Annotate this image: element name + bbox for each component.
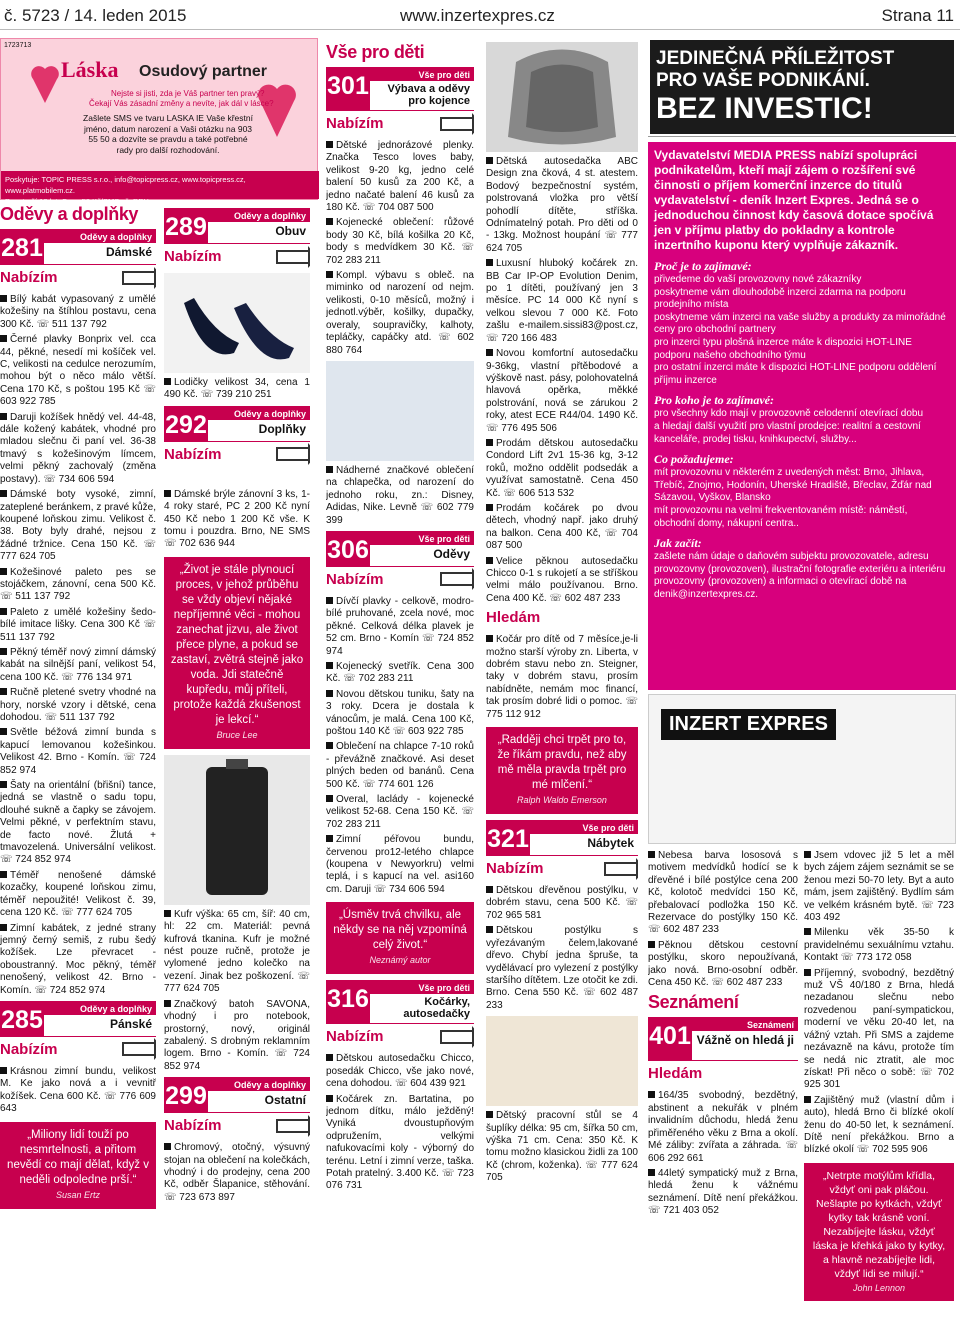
quote-text: „Úsměv trvá chvilku, ale někdy se na něj vzpomíná celý život.“ [333,909,467,952]
lower-left [648,850,798,1307]
classified-ad: Paleto z umělé kožešiny šedo-bílé imitace lišky. Cena 300 Kč ☏ 511 137 792 [0,606,156,643]
quote-author: Susan Ertz [55,1189,101,1200]
category-badge [164,208,310,244]
category-label: Oděvy a doplňky [208,1079,310,1091]
quote-author: Bruce Lee [216,729,258,740]
banner-line: JEDINEČNÁ PŘÍLEŽITOST [656,48,895,69]
category-number: 316 [326,982,370,1023]
quote-text: „Netrpte motýlům křídla, vždyť oni pak pláčou. Nešlapte po kytkách, vždyť kytky tak krásně voní. Nezabíjejte lásku, vždyť láska je křehká jako ty kytky, a hlavně nezabíjejte lidi, vždyť lidi se milují.“ [812,1169,946,1280]
quote-box [804,1163,954,1301]
arrow-icon [276,1119,310,1133]
category-number: 306 [326,533,370,566]
category-badge [0,229,156,265]
promo-body [648,142,956,690]
category-label: Vše pro děti [530,822,638,834]
classified-ad: Dětská autosedačka ABC Design zna čková, 4 st. atestem. Bodový bezpečnostní systém, polstrovaná vložka pro větší pohodlí dítěte, stříška. Odnímatelný potah. Pro děti od 0 - 13kg. Možnost houpání ☏ 777 624 705 [486,156,638,254]
classified-ad: 164/35 svobodný, bezdětný, abstinent a nekuřák v plném invalidním důchodu, hledá ženu přiměřeného věku z Brna a okolí. Mé záliby: zvířata a záhrada. ☏ 606 292 661 [648,1090,798,1164]
page-header [0,0,960,30]
banner-line: BEZ INVESTIC! [656,92,873,125]
classified-ad: Kočár pro dítě od 7 měsíce,je-li možno starší výroby zn. Liberta, v dobrém stavu nebo zn. Steigner, taky v dobrém stavu, prosím nabídněte, nemám moc financí, tak prosím dobré lidi o pomoc. ☏ 775 112 912 [486,634,638,720]
column-5 [648,38,956,1322]
love-ad [0,38,318,206]
classified-ad: Dámské boty vysoké, zimní, zateplené beránkem, z pravé kůže, koupené loňskou zimu. Velikost č. 38. Boty byly drahé, nejsou z žádné tržnice. Cena 150 Kč. ☏ 777 624 705 [0,489,156,563]
arrow-icon [440,117,474,131]
promo-item: mít provozovnu na velmi frekventovaném místě: náměstí, obchodní domy, nákupní centra.. [654,504,908,529]
offer-label: Nabízím [326,115,384,132]
quote-author: Neznámý autor [369,955,431,966]
classified-ad: Prodám kočárek po dvou dětech, vhodný např. jako druhý na balkon. Cena 400 Kč, ☏ 704 087 500 [486,502,638,552]
wanted-label: Hledám [648,1065,703,1083]
arrow-icon [122,271,156,285]
category-badge [164,1077,310,1113]
quote-author: Ralph Waldo Emerson [517,795,607,806]
category-number: 401 [648,1019,692,1060]
offer-heading [326,1028,474,1045]
offer-label: Nabízím [164,445,222,463]
offer-heading [326,115,474,132]
shoes-photo [164,273,310,373]
column-2 [164,204,310,1322]
quote-box [0,1122,156,1209]
classified-ad: Krásnou zimní bundu, velikost M. Ke jako nová a i vevnitř kožíšek. Cena 600 Kč. ☏ 776 609 643 [0,1065,156,1115]
offer-label: Nabízím [486,860,544,878]
arrow-icon [276,447,310,461]
classified-ad: Zimní péřovou bundu, červenou pro12-letého chlapce (koupena v Newyorkru) velmi teplá, i s kapucí na vel. asi160 cm. Daruji ☏ 734 606 594 [326,834,474,895]
offer-heading [0,1041,156,1058]
promo-heading: Jak začít: [654,536,702,551]
classified-ad: Černé plavky Bonprix vel. cca 44, pěkné, nesedí mi košíček vel. C, velikosti na cedulce nerozumím, mohou být o něco málo větší. Cena 170 Kč, s poštou 195 Kč ☏ 603 922 785 [0,334,156,408]
promo-item: pro všechny kdo mají v provozovně celodenní otevírací dobu [654,408,924,420]
arrow-icon [440,1030,474,1044]
category-badge [0,1001,156,1037]
subcategory-label: Nábytek [587,836,634,851]
classified-ad: Prodám dětskou autosedačku Condord Lift 2v1 15-36 kg, 3-12 roků, možno oddělit podsedák a využívat samostatně. Cena 450 Kč. ☏ 606 513 532 [486,437,638,499]
category-badge [486,820,638,856]
subcategory-label: Výbava a oděvy pro kojence [387,83,470,107]
promo-item: pro ostatní inzerci máte k dispozici HOT-LINE podporu oddělení příjmu inzerce [654,362,937,386]
offer-label: Nabízím [0,1040,58,1058]
classified-ad: Ručně pletené svetry vhodné na hory, norské vzory i dětské, cena dohodou. ☏ 511 137 792 [0,687,156,723]
offer-heading [164,248,310,265]
offer-label: Nabízím [326,570,384,588]
classified-ad: Dětskou postýlku s vyřezávaným čelem,lakované dřevo. Chybí jedna špruše, ta vydělávací pro vylezení z postýlky staršího dítětem. Lze otočit ke zdi. Brno. Cena 550 Kč. ☏ 602 487 233 [486,925,638,1011]
love-sms: Zašlete SMS ve tvaru LASKA IE Vaše křestní jméno, datum narození a Vaši otázku na 903 55 50 a dozvíte se pravdu a také potřebné rady pro další rozhodování. [83,113,253,155]
category-badge [164,406,310,442]
classified-ad: Bílý kabát vypasovaný z umělé kožešiny na štíhlou postavu, cena 300 Kč. ☏ 511 137 792 [0,294,156,330]
section-title: Oděvy a doplňky [0,204,139,224]
classified-ad: Overal, laclády - kojenecké velikost 52-68. Cena 150 Kč. ☏ 702 283 211 [326,794,474,830]
classified-ad: Nádherné značkové oblečení na chlapečka, od narození do jednoho roku, zn.: Disney, Adidas, Nike. Levně ☏ 602 779 399 [326,464,474,526]
love-provider-bar [1,171,319,206]
wanted-label: Hledám [486,609,541,627]
desk-photo [486,1016,638,1106]
classified-ad: Milenku věk 35-50 k pravidelnému sexuálnímu vztahu. Kontakt ☏ 773 172 058 [804,927,954,964]
category-number: 289 [164,210,208,243]
column-3 [326,42,474,1322]
classified-ad: Velice pěknou autosedačku Chicco 0-1 s rukojetí a se stříškou velmi málo používanou. Brno. Cena 400 Kč. ☏ 602 487 233 [486,555,638,604]
section-title: Seznámení [648,992,739,1013]
classified-ad: Novou dětskou tuniku, šaty na 3 roky. Dcera je dostala k vánocům, je malá. Cena 100 Kč, poštou 140 Kč ☏ 603 922 785 [326,688,474,737]
classified-ad: Dětské jednorázové plenky. Značka Tesco loves baby, velikost 9-20 kg, jedno celé balení 50 kusů za 200 Kč, a jedno načaté balení 46 kusů za 180 Kč. ☏ 704 087 500 [326,140,474,214]
classified-ad: Lodičky velikost 34, cena 1 490 Kč. ☏ 739 210 251 [164,377,310,401]
quote-text: „Radději chci trpět pro to, že říkám pravdu, než aby mě měla pravda trpět pro mé mlčení.“ [497,734,627,792]
promo-banner [648,38,956,136]
love-provider: Poskytuje: TOPIC PRESS s.r.o., info@topicpress.cz, www.topicpress.cz, www.platmobilem.cz. [5,175,246,195]
wanted-heading [648,1065,798,1082]
classified-ad: Dámské brýle zánovní 3 ks, 1-4 roky staré, PC 2 200 Kč nyní 450 Kč nebo 1 200 Kč vše. K tomu i pouzdra. Brno, NE SMS ☏ 702 636 944 [164,488,310,550]
love-line1: Nejste si jisti, zda je Váš partner ten pravý? [111,89,265,98]
inzert-expres-image [648,694,956,844]
classified-ad: Šaty na orientální (břišní) tance, jedná se vlastně o sadu topu, dlouhé sukně a čapky se závojem. Velmi pěkné, v perfektním stavu, de facto nové. Žlutá + tmavozelená. Universální velikost. ☏ 724 852 974 [0,780,156,866]
subcategory-label: Oděvy [433,546,470,561]
category-label: Vše pro děti [370,69,474,81]
offer-label: Nabízím [326,1028,384,1046]
offer-heading [486,860,638,877]
category-number: 292 [164,408,208,441]
classified-ad: Jsem vdovec již 5 let a měl bych zájem zájem seznámit se se ženou mezi 50-70 lety. Byt a auto mám, jsem zajištěný. Bydlím sám ve velkém krásném bytě. ☏ 723 403 492 [804,850,954,924]
offer-label: Nabízím [164,248,222,265]
category-label: Seznámení [692,1019,798,1031]
website-url[interactable]: www.inzertexpres.cz [400,6,555,25]
love-title: Láska [61,57,119,82]
promo-list [654,274,950,387]
arrow-icon [604,862,638,876]
subcategory-label: Ostatní [264,1093,306,1108]
subcategory-label: Kočárky, autosedačky [403,996,470,1021]
suitcase-photo [164,755,310,905]
promo-item: pro inzerci typu plošná inzerce máte k dispozici HOT-LINE podporu našeho obchodního týmu [654,336,912,361]
classified-ad: Chromový, otočný, výsuvný stojan na oblečení na kolečkách, vhodný i do prodejny, cena 200 Kč, odběr Šlapanice, stěhování. ☏ 723 673 897 [164,1142,310,1203]
category-badge [326,67,474,111]
classified-ad: Dívčí plavky - celkově, modro-bílé pruhované, zcela nové, moc pěkné. Celková délka plavek je 52 cm. Brno - Komín ☏ 724 852 974 [326,595,474,657]
category-number: 281 [0,231,44,264]
baby-clothes-photo [326,361,474,461]
arrow-icon [440,572,474,586]
promo-item: poskytneme vám dlouhodobě inzerci zdarma na podporu prodejního místa [654,286,906,311]
love-subtitle: Osudový partner [139,63,268,80]
promo-item: mít provozovnu v některém z uvedených měst: Brno, Jihlava, Třebíč, Znojmo, Hodonín, Uherské Hradiště, Břeclav, Žďár nad Sázavou, Vyškov, Blansko [654,467,932,504]
subcategory-label: Vážně on hledá ji [696,1033,794,1048]
offer-heading [326,571,474,588]
classified-ad: Nebesa barva lososová s motivem medvídků hodící se k dřevěné i bílé postýlce cena 200 Kč, kolotoč medvídci 150 Kč, přebalovací podložka 150 Kč. Rezervace do postýlky 150 Kč. ☏ 602 487 233 [648,850,798,936]
section-title: Vše pro děti [326,42,425,62]
column-4 [486,38,638,1322]
inzert-expres-logo: INZERT EXPRES [661,709,836,740]
quote-text: „Život je stále plynoucí proces, v jehož průběhu se vždy objeví nějaké nepříjemné věci - mohou zanechat jizvu, ale život přece plyne, a pokud se zastaví, zvětrá stejně jako voda. Jdi statečně kupředu, můj příteli, protože každá zkušenost je lekcí.“ [170,563,304,726]
wanted-heading [486,609,638,626]
classified-ad: Značkový batoh SAVONA, vhodný i pro notebook, prostorný, nový, originál zabalený. S drobným reklamním logem. Brno - Komín. ☏ 724 852 974 [164,998,310,1072]
love-ad-id: 1723713 [4,42,32,49]
classified-ad: Oblečení na chlapce 7-10 roků - převážně značkové. Asi deset plných beden od banánů. Cena 500 Kč. ☏ 774 601 126 [326,741,474,790]
classified-ad: Světle béžová zimní bunda s kapucí lemovanou kožešinkou. Velikost 42. Brno - Komín. ☏ 724 852 974 [0,727,156,776]
category-label: Vše pro děti [370,982,474,994]
column-1 [0,204,156,1322]
category-label: Oděvy a doplňky [44,1003,156,1015]
classified-ad: Pěkný téměř nový zimní dámský kabát na silnější paní, velikost 54, cena 100 Kč. ☏ 776 134 971 [0,646,156,683]
subcategory-label: Doplňky [258,421,306,436]
category-number: 299 [164,1079,208,1112]
heart-icon [31,53,59,108]
subcategory-label: Pánské [109,1016,152,1031]
subcategory-label: Dámské [105,245,152,259]
classified-ad: Dětskou autosedačku Chicco, posedák Chicco, vše jako nové, cena dohodou. ☏ 604 439 921 [326,1053,474,1090]
category-label: Oděvy a doplňky [44,231,156,243]
classified-ad: Kožešinové paleto pes se stojáčkem, zánovní, cena 500 Kč. ☏ 511 137 792 [0,566,156,603]
quote-text: „Miliony lidí touží po nesmrtelnosti, a přitom nevědí co mají dělat, když v neděli odpoledne prší.“ [7,1128,149,1186]
promo-list [654,467,950,530]
page-number: Strana 11 [881,6,954,25]
issue-number: č. 5723 / 14. leden 2015 [4,6,187,25]
promo-intro: Vydavatelství MEDIA PRESS nabízí spolupráci podnikatelům, kteří mají zájem o rozšíření své činnosti o příjem komerční inzerce do titulů vydavatelství - deník Inzert Expres. Jedná se o jednoduchou činnost kdy časová dotace spočívá jen v příjmu platby do pokladny a kontrole inzertního kuponu který vyplňuje zákazník. [654,148,934,252]
promo-item: přivedeme do vaší provozovny nové zákazníky [654,274,862,285]
offer-label: Nabízím [0,269,58,286]
category-number: 301 [326,69,370,110]
offer-label: Nabízím [164,1117,222,1135]
arrow-icon [276,250,310,264]
classified-ad: Kočárek zn. Bartatina, po jednom dítku, málo ježděný! Vyniká dvoustupňovým odpružením, velkými nafukovacími koly - výborný do terénu. Letní i zimní verze, taška. Potah pratelný. 3.400 Kč. ☏ 723 076 731 [326,1093,474,1192]
promo-item: poskytneme vám inzerci na vaše služby a produkty za mimořádné ceny pro obchodní partnery [654,311,946,336]
category-badge [326,531,474,567]
classified-ad: Příjemný, svobodný, bezdětný muž VŠ 40/180 z Brna, hledá nezadanou slečnu nebo rozvedenou paní-sympatickou, moderní ve věku 20-40 let, na vážný vztah. Při SMS a zajdeme nezávazně na kávu, protože tím se nedá nic ztratit, ale moc získat! Při něco o sobě: ☏ 702 925 301 [804,967,954,1091]
category-number: 321 [486,822,530,855]
subcategory-label: Obuv [275,224,306,238]
spacer [164,471,310,485]
quote-author: John Lennon [852,1282,906,1293]
classified-ad: Pěknou dětskou cestovní postýlku, skoro nepoužívaná, jako nová. Brno-osobní odběr. Cena 450 Kč. ☏ 602 487 233 [648,939,798,989]
arrow-icon [122,1042,156,1056]
classified-ad: Novou komfortní autosedačku 9-36kg, vlastní přtěbodové a výškově nast. pásy, polohovatelná hlavová opěrka, měkké polstrování, nová se zárukou 2 roky, atest ECE R44/04. 1490 Kč. ☏ 776 495 506 [486,348,638,434]
quote-box [486,727,638,814]
offer-heading [164,1117,310,1134]
classified-ad: 44letý sympatický muž z Brna, hledá ženu k vážnému seznámení. Dítě není překážkou. ☏ 721 403 052 [648,1167,798,1217]
category-badge [648,1017,798,1061]
love-age: Pro starší 18 let. Cena 50 Kč/SMS vč. DPH. [5,197,151,206]
classified-ad: Luxusní hluboký kočárek zn. BB Car IP-OP Evolution Denim, po 1 dítěti, používaný jen 3 měsíce. PC 14 000 Kč nyní s velkou slevou 7 000 Kč. Foto zašlu e-mailem.sissi83@post.cz, ☏ 720 166 483 [486,258,638,344]
classified-ad: Daruji kožíšek hnědý vel. 44-48, dále kožený kabátek, vhodné pro mladou slečnu či paní vel. 36-38 tmavý s kožešinovým límcem, velmi pěkný zachovalý (změna postavy). ☏ 734 606 594 [0,411,156,485]
car-seat-photo [486,42,638,152]
classified-ad: Kojenecké oblečení: růžové body 30 Kč, bílá košilka 20 Kč, body s medvídkem 30 Kč. ☏ 702 283 211 [326,217,474,266]
quote-box [326,902,474,974]
classified-ad: Kojenecký svetřík. Cena 300 Kč. ☏ 702 283 211 [326,660,474,685]
category-number: 285 [0,1003,44,1036]
promo-heading: Proč je to zajímavé: [654,259,752,273]
love-line2: Čekají Vás zásadní změny a nevíte, jak dál v lásce? [89,99,274,108]
classified-ad: Kufr výška: 65 cm, šíř: 40 cm, hl: 22 cm. Materiál: pevná kufrová tkanina. Kufr je možné nést pouze ručně, protože je vylomené jedno kolečko na vezení. Jinak bez poškození. ☏ 777 624 705 [164,908,310,995]
promo-heading: Pro koho je to zajímavé: [654,393,774,408]
offer-heading [0,269,156,286]
lower-columns [648,850,956,1307]
banner-line: PRO VAŠE PODNIKÁNÍ. [656,70,870,91]
category-label: Oděvy a doplňky [208,408,310,420]
category-badge [326,980,474,1024]
promo-item: a hledají další využití pro vlastní prodejce: realitní a cestovní kanceláře, prodej tisku, knihkupectví, služby... [654,420,921,445]
category-label: Vše pro děti [370,533,474,545]
promo-how: zašlete nám údaje o daňovém subjektu provozovatele, adresu provozovny (provozoven), ilustrační fotografie exteriéru a interiéru provozovny (provozoven) a informaci o otevírací době na denik@inzertexpres.cz. [654,551,946,600]
lower-right [804,850,954,1307]
classified-ad: Zimní kabátek, z jedné strany jemný černý semiš, z rubu šedý kožíšek. Lze převracet - oboustranný. Moc pěkný, téměř nenošený, velikost 42. Brno - Komín. ☏ 724 852 974 [0,922,156,996]
classified-ad: Zajištěný muž (vlastní dům i auto), hledá Brno či blízké okolí ženu do 40-50 let, k seznámení. Dítě není překážkou. Brno a blízké okolí ☏ 702 595 906 [804,1094,954,1156]
category-label: Oděvy a doplňky [208,210,310,222]
quote-box [164,557,310,749]
classified-ad: Téměř nenošené dámské kozačky, koupené loňskou zimu, téměř nepoužité! Velikost č. 39, cena 120 Kč. ☏ 777 624 705 [0,869,156,919]
offer-heading [164,446,310,463]
classified-ad: Kompl. výbavu s obleč. na miminko od narození od nejm. velikosti, 0-10 měsíců, možný i jednotl.výběr, košilky, dupačky, overaly, soupravičky, kalhoty, tepláčky, capáčky atd. ☏ 602 880 764 [326,270,474,356]
classified-ad: Dětský pracovní stůl se 4 šuplíky délka: 95 cm, šířka 50 cm, výška 71 cm. Cena: 350 Kč. K tomu možno klasickou židli za 100 Kč (chrom, koženka). ☏ 777 624 705 [486,1110,638,1184]
classified-ad: Dětskou dřevěnou postýlku, v dobrém stavu, cena 500 Kč. ☏ 702 965 581 [486,885,638,921]
promo-list [654,408,950,446]
promo-heading: Co požadujeme: [654,452,734,467]
